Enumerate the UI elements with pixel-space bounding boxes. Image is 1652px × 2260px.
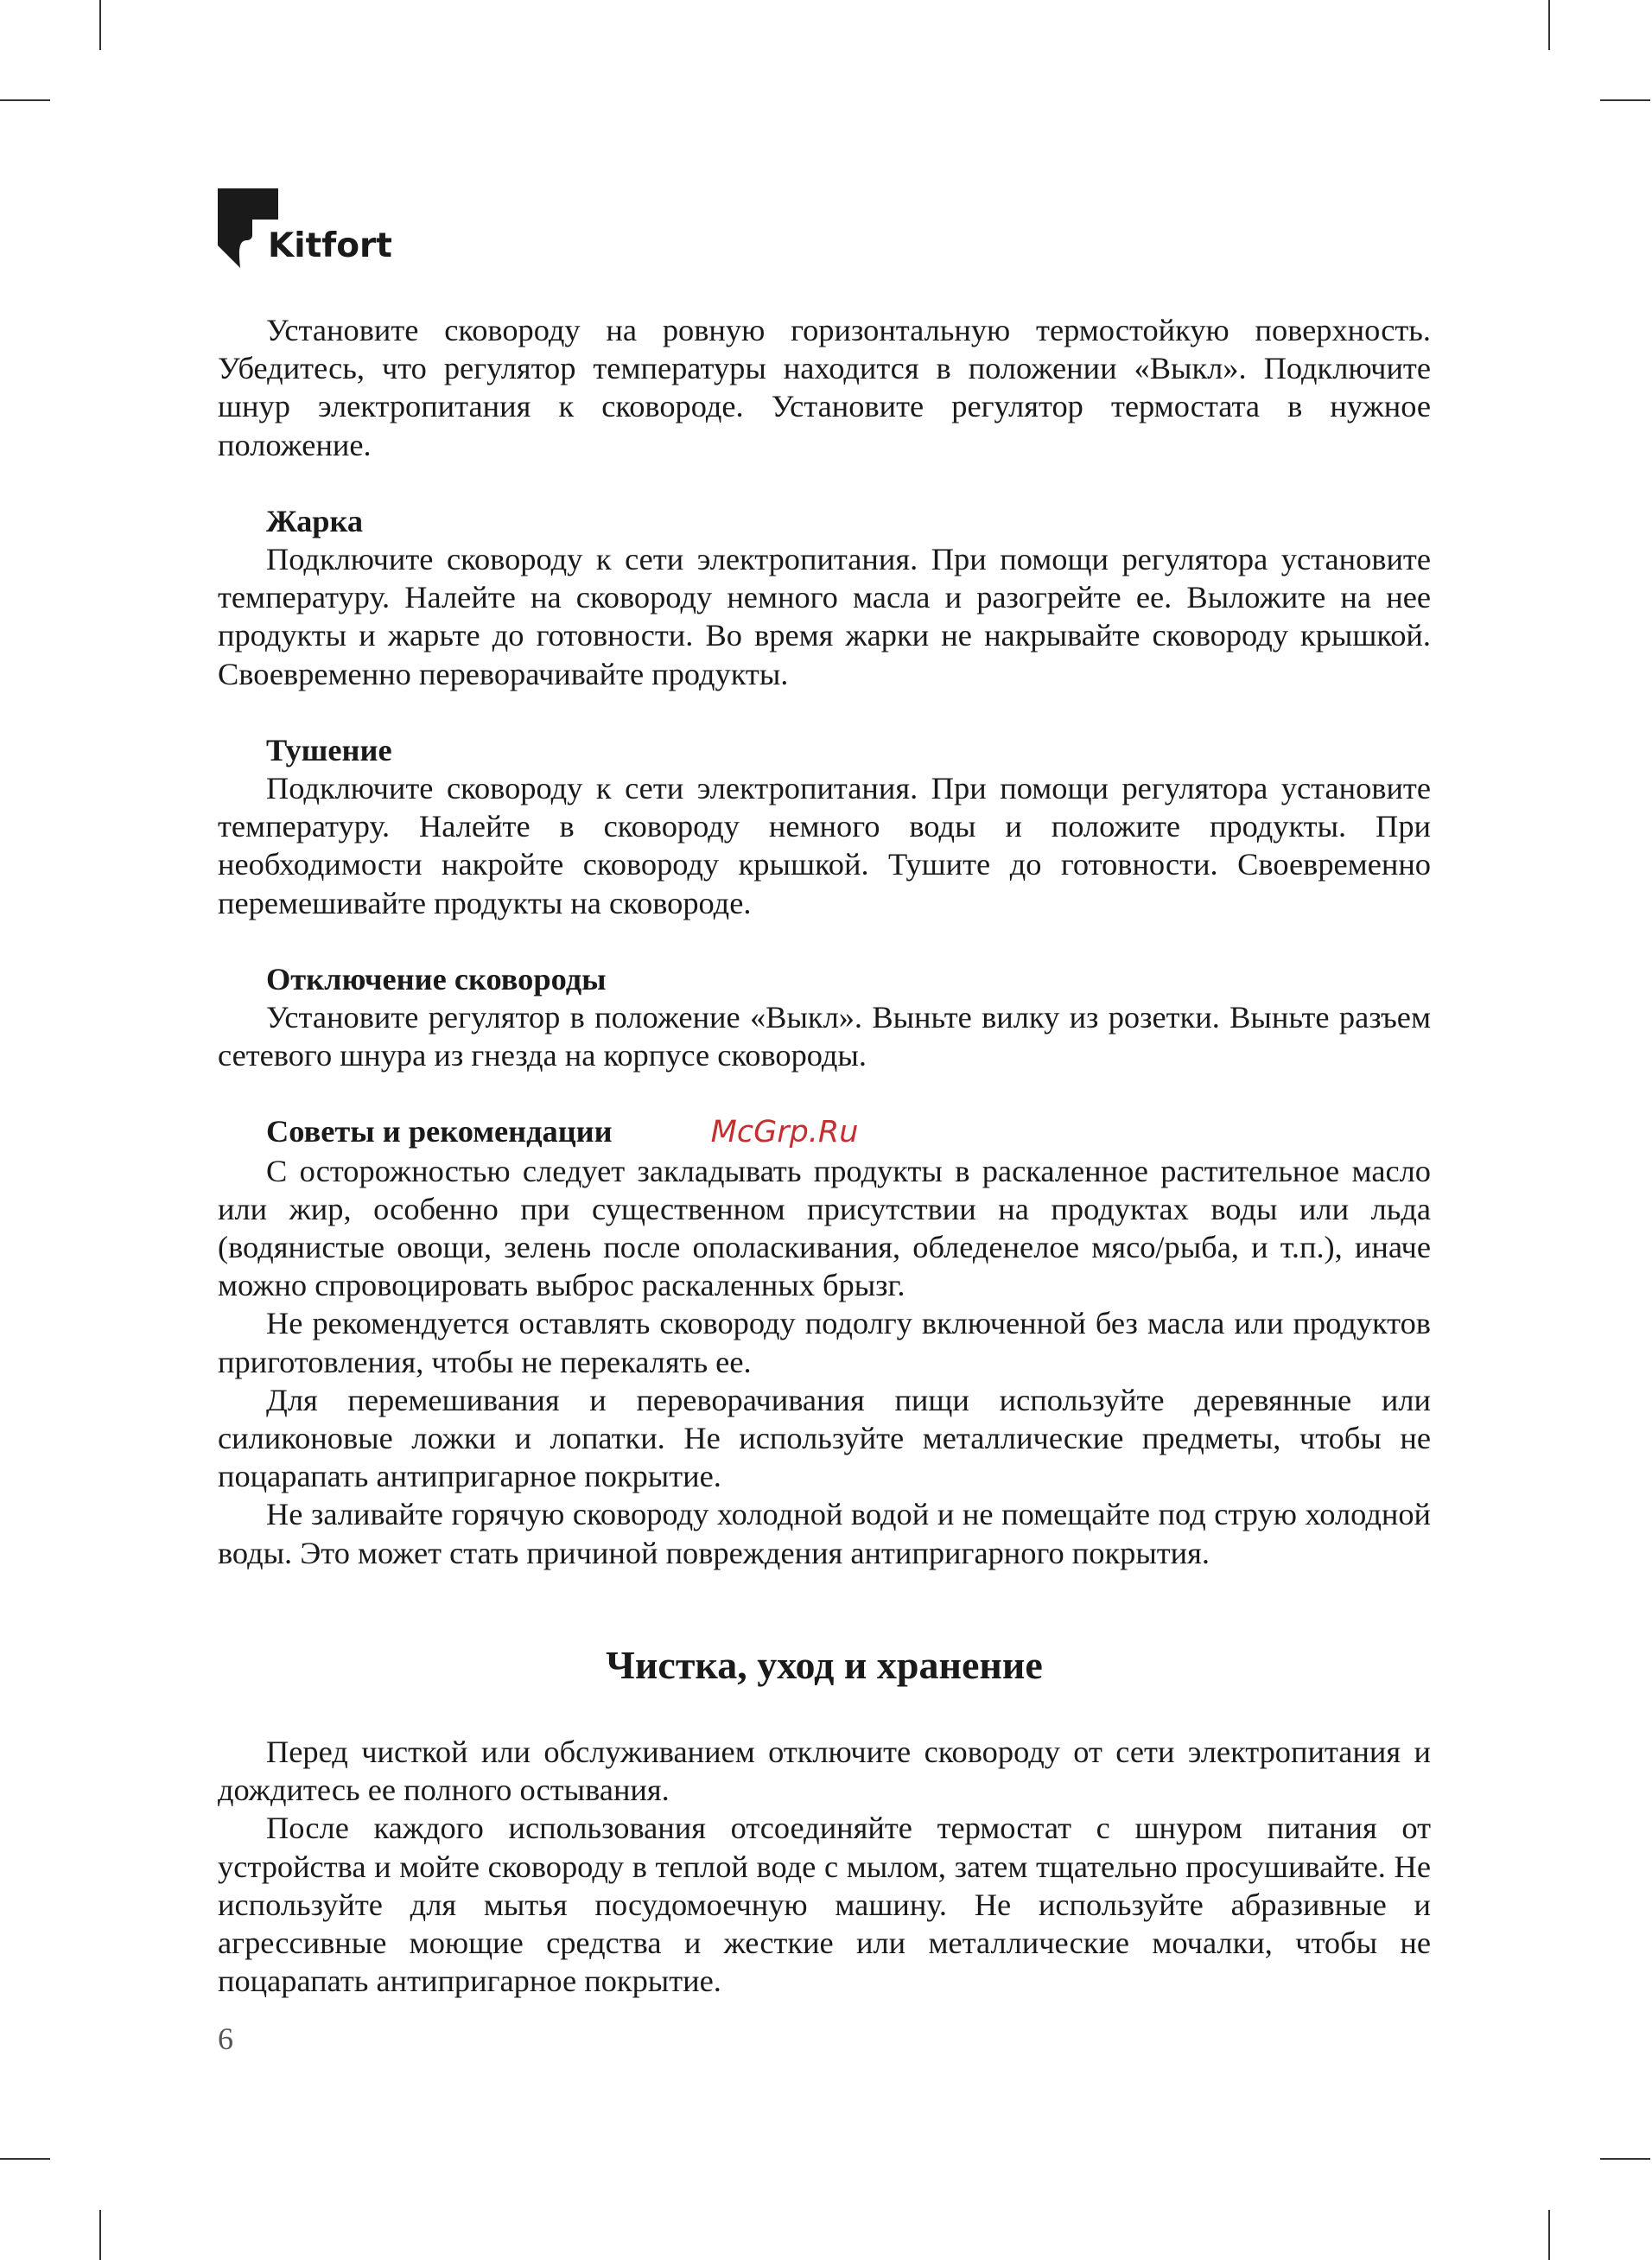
intro-paragraph: Установите сковороду на ровную горизонтальную термостойкую поверхность. Убедитесь, что регулятор температуры находится в положении «Выкл». Подключите шнур электропитания к сковороде. Установите регулятор термостата в нужное положение. bbox=[218, 313, 1431, 462]
crop-mark-bottom-right bbox=[1548, 2210, 1550, 2260]
crop-mark-top-left-h bbox=[0, 99, 50, 101]
section-title-cleaning: Чистка, уход и хранение bbox=[606, 1642, 1043, 1687]
frying-paragraph: Подключите сковороду к сети электропитания. При помощи регулятора установите температуру. Налейте на сковороду немного масла и разогрейте ее. Выложите на нее продукты и жарьте до готовности. Во время жарки не накрывайте сковороду крышкой. Своевременно переворачивайте продукты. bbox=[218, 542, 1431, 691]
cleaning-paragraph-1: Перед чисткой или обслуживанием отключите сковороду от сети электропитания и дождитесь ее полного остывания. bbox=[218, 1734, 1431, 1808]
tips-paragraph-2: Не рекомендуется оставлять сковороду подолгу включенной без масла или продуктов приготовления, чтобы не перекалять ее. bbox=[218, 1306, 1431, 1379]
crop-mark-top-left bbox=[99, 0, 101, 50]
tips-paragraph-3: Для перемешивания и переворачивания пищи используйте деревянные или силиконовые ложки и лопатки. Не используйте металлические предметы, чтобы не поцарапать антипригарное покрытие. bbox=[218, 1382, 1431, 1494]
crop-mark-bottom-right-h bbox=[1600, 2158, 1650, 2160]
page-number: 6 bbox=[218, 2021, 233, 2056]
shutdown-paragraph: Установите регулятор в положение «Выкл». Выньте вилку из розетки. Выньте разъем сетевого шнура из гнезда на корпусе сковороды. bbox=[218, 1000, 1431, 1073]
crop-mark-bottom-left-h bbox=[0, 2158, 50, 2160]
tips-heading-text: Советы и рекомендации bbox=[266, 1114, 613, 1149]
crop-mark-top-right-h bbox=[1600, 99, 1650, 101]
crop-mark-top-right bbox=[1548, 0, 1550, 50]
cleaning-paragraph-2: После каждого использования отсоединяйте термостат с шнуром питания от устройства и мойте сковороду в теплой воде с мылом, затем тщательно просушивайте. Не используйте для мытья посудомоечную машину. Не используйте абразивные и агрессивные моющие средства и жесткие или металлические мочалки, чтобы не поцарапать антипригарное покрытие. bbox=[218, 1811, 1431, 1999]
tips-paragraph-1: С осторожностью следует закладывать продукты в раскаленное растительное масло или жир, особенно при существенном присутствии на продуктах воды или льда (водянистые овощи, зелень после ополаскивания, обледенелое мясо/рыба, и т.п.), иначе можно спровоцировать выброс раскаленных брызг. bbox=[218, 1153, 1431, 1303]
section-heading-shutdown: Отключение сковороды bbox=[266, 961, 607, 996]
tips-paragraph-4: Не заливайте горячую сковороду холодной водой и не помещайте под струю холодной воды. Это может стать причиной повреждения антипригарного покрытия. bbox=[218, 1497, 1431, 1570]
section-heading-frying: Жарка bbox=[266, 503, 364, 538]
brand-name: Kitfort bbox=[268, 226, 392, 265]
section-heading-stewing: Тушение bbox=[266, 732, 392, 767]
brand-logo bbox=[218, 188, 392, 271]
document-body bbox=[218, 311, 1431, 2000]
section-heading-tips bbox=[218, 1112, 1431, 1151]
watermark: McGrp.Ru bbox=[710, 1115, 859, 1150]
stewing-paragraph: Подключите сковороду к сети электропитания. При помощи регулятора установите температуру. Налейте в сковороду немного воды и положите продукты. При необходимости накройте сковороду крышкой. Тушите до готовности. Своевременно перемешивайте продукты на сковороде. bbox=[218, 771, 1431, 920]
crop-mark-bottom-left bbox=[99, 2210, 101, 2260]
